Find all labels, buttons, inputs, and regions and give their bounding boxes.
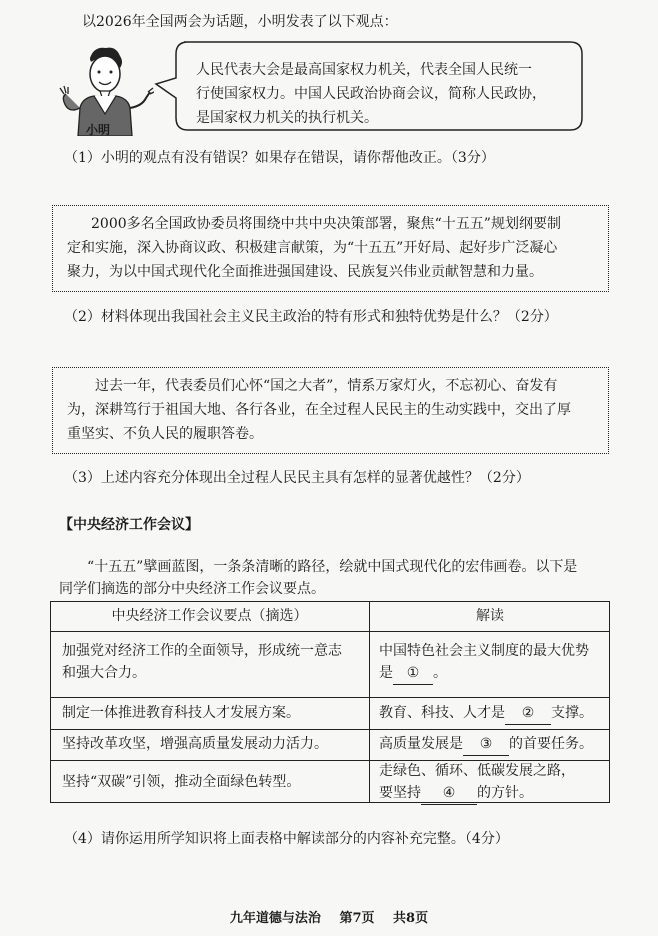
blank-1[interactable]: ① — [393, 662, 433, 685]
material-line: 为，深耕笃行于祖国大地、各行各业，在全过程人民民主的生动实践中，交出了厚 — [67, 402, 571, 418]
speech-line: 行使国家权力。中国人民政治协商会议，简称人民政协， — [196, 86, 546, 102]
paragraph-line: “十五五”擘画蓝图，一条条清晰的路径，绘就中国式现代化的宏伟画卷。以下是 — [87, 559, 578, 575]
intro-paragraph — [59, 556, 577, 600]
paragraph-line: 同学们摘选的部分中央经济工作会议要点。 — [59, 581, 325, 597]
question-3: （3）上述内容充分体现出全过程人民民主具有怎样的显著优越性？（2分） — [64, 470, 530, 486]
question-1: （1）小明的观点有没有错误？如果存在错误，请你帮他改正。（3分） — [64, 150, 495, 166]
footer-total: 共8页 — [393, 911, 429, 926]
question-2: （2）材料体现出我国社会主义民主政治的特有形式和独特优势是什么？（2分） — [64, 309, 558, 325]
table-row-4-point: 坚持“双碳”引领，推动全面绿色转型。 — [62, 774, 301, 790]
table-row-3-interpretation: 高质量发展是 ③ 的首要任务。 — [379, 733, 593, 756]
blank-2[interactable]: ② — [505, 702, 551, 725]
blank-4[interactable]: ④ — [421, 782, 477, 805]
intro-text: 以2026年全国两会为话题，小明发表了以下观点： — [82, 14, 398, 30]
speech-text — [196, 58, 546, 130]
table-row-1-interpretation: 中国特色社会主义制度的最大优势 是 ① 。 — [379, 640, 589, 685]
material-line: 聚力，为以中国式现代化全面推进强国建设、民族复兴伟业贡献智慧和力量。 — [67, 264, 543, 280]
material-box-2 — [52, 367, 609, 454]
table-row-3-point: 坚持改革攻坚，增强高质量发展动力活力。 — [62, 736, 328, 752]
table-row-2-interpretation: 教育、科技、人才是 ② 支撑。 — [379, 702, 593, 725]
material-box-1 — [52, 205, 609, 292]
page-footer — [0, 907, 658, 926]
footer-page: 第7页 — [339, 911, 375, 926]
material-line: 定和实施，深入协商议政、积极建言献策，为“十五五”开好局、起好步广泛凝心 — [67, 240, 558, 256]
table-row-4-interpretation: 走绿色、循环、低碳发展之路， 要坚持 ④ 的方针。 — [379, 760, 575, 805]
economic-points-table — [50, 601, 610, 803]
section-title: 【中央经济工作会议】 — [59, 517, 199, 533]
material-line: 重坚实、不负人民的履职答卷。 — [67, 426, 263, 442]
material-line: 过去一年，代表委员们心怀“国之大者”，情系万家灯火，不忘初心、奋发有 — [95, 378, 558, 394]
table-header-interpretation: 解读 — [476, 608, 504, 624]
xiaoming-label: 小明 — [86, 123, 111, 137]
table-row-1-point: 加强党对经济工作的全面领导，形成统一意志 和强大合力。 — [62, 643, 342, 681]
question-4: （4）请你运用所学知识将上面表格中解读部分的内容补充完整。（4分） — [64, 831, 509, 847]
speech-line: 人民代表大会是最高国家权力机关，代表全国人民统一 — [196, 62, 532, 78]
footer-subject: 九年道德与法治 — [229, 911, 321, 926]
blank-3[interactable]: ③ — [463, 733, 509, 756]
material-line: 2000多名全国政协委员将围绕中共中央决策部署，聚焦“十五五”规划纲要制 — [91, 216, 561, 232]
speech-line: 是国家权力机关的执行机关。 — [196, 110, 378, 126]
table-header-points: 中央经济工作会议要点（摘选） — [111, 608, 308, 624]
table-row-2-point: 制定一体推进教育科技人才发展方案。 — [62, 705, 300, 721]
